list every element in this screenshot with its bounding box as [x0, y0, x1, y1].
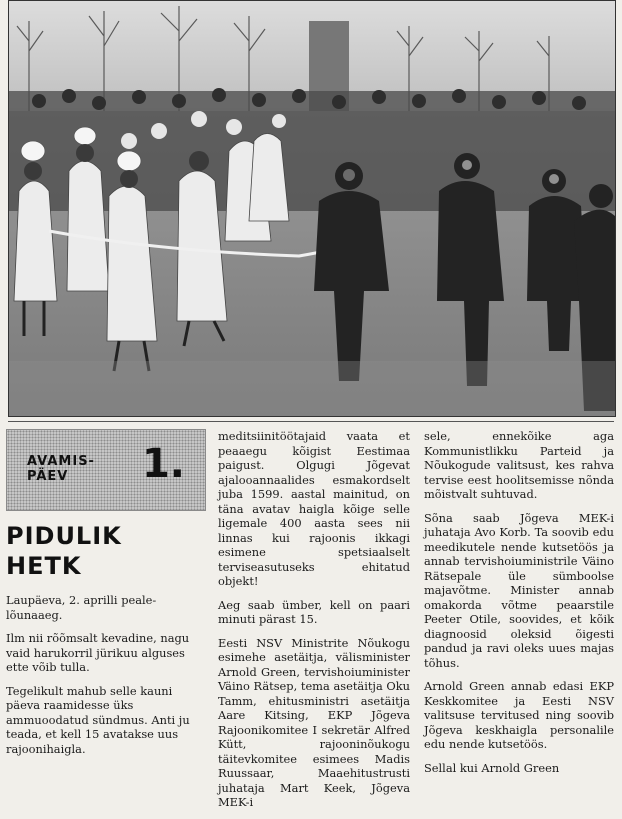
- column-2: [218, 429, 410, 819]
- column-3: [424, 429, 614, 784]
- headline-line1: PIDULIK: [6, 522, 122, 550]
- section-badge: [6, 429, 206, 511]
- paragraph: meditsiinitöötajaid vaata et peaaegu kõigist Eestimaa paigust. Olgugi Jõgevat ajalooannaalides esmakordselt juba 1599. aastal mainitud, on täna avatav haigla kõige selle ligemale 400 aasta sees nii linnas kui rajoonis ikkagi esimene spetsiaalselt terviseasutuseks ehitatud objekt!: [218, 429, 410, 588]
- paragraph: Aeg saab ümber, kell on paari minuti pärast 15.: [218, 597, 410, 626]
- badge-number: 1.: [141, 441, 185, 487]
- paragraph: Sõna saab Jõgeva MEK-i juhataja Avo Korb. Ta soovib edu meedikutele nende kutsetöös ja annab tervishoiuministrile Väino Rätsepale üle sümboolse majavõtme. Minister annab omakorda võtme peaarstile Peeter Otile, soovides, et kõik diagnoosid oleksid õigesti pandud ja ravi oleks uues majas tõhus.: [424, 510, 614, 670]
- paragraph: Tegelikult mahub selle kauni päeva raamidesse üks ammuoodatud sündmus. Anti ju teada, et kell 15 avatakse uus rajoonihaigla.: [6, 683, 190, 756]
- badge-label-line1: AVAMIS-: [27, 454, 95, 469]
- paragraph: Laupäeva, 2. aprilli peale-lõunaaeg.: [6, 593, 157, 622]
- divider: [8, 421, 614, 422]
- article-headline: [6, 521, 206, 581]
- paragraph: Eesti NSV Ministrite Nõukogu esimehe asetäitja, välisminister Arnold Green, tervishoiuminister Väino Rätsep, tema asetäitja Oku Tamm, ehitusministri asetäitja Aare Kitsing, EKP Jõgeva Rajoonikomitee I sekretär Alfred Kütt, rajooninõukogu täitevkomitee esimees Madis Ruussaar, Maaehitustrusti juhataja Mart Keek, Jõgeva MEK-i: [218, 635, 410, 809]
- badge-label-line2: PÄEV: [27, 469, 69, 484]
- paragraph: sele, ennekõike aga Kommunistlikku Parteid ja Nõukogude valitsust, kes rahva tervise eest hoolitsemisse nõnda mõistvalt suhtuvad.: [424, 429, 614, 501]
- badge-label: [27, 454, 112, 484]
- paragraph: Arnold Green annab edasi EKP Keskkomitee ja Eesti NSV valitsuse tervitused ning soovib Jõgeva keskhaigla personalile edu nende kutsetöös.: [424, 679, 614, 751]
- paragraph: Ilm nii rõõmsalt kevadine, nagu vaid harukorril jürikuu alguses ette võib tulla.: [6, 631, 190, 674]
- headline-line2: HETK: [6, 552, 82, 580]
- paragraph: Sellal kui Arnold Green: [424, 760, 560, 775]
- crowd-photo: [8, 0, 616, 417]
- column-1: [6, 429, 206, 765]
